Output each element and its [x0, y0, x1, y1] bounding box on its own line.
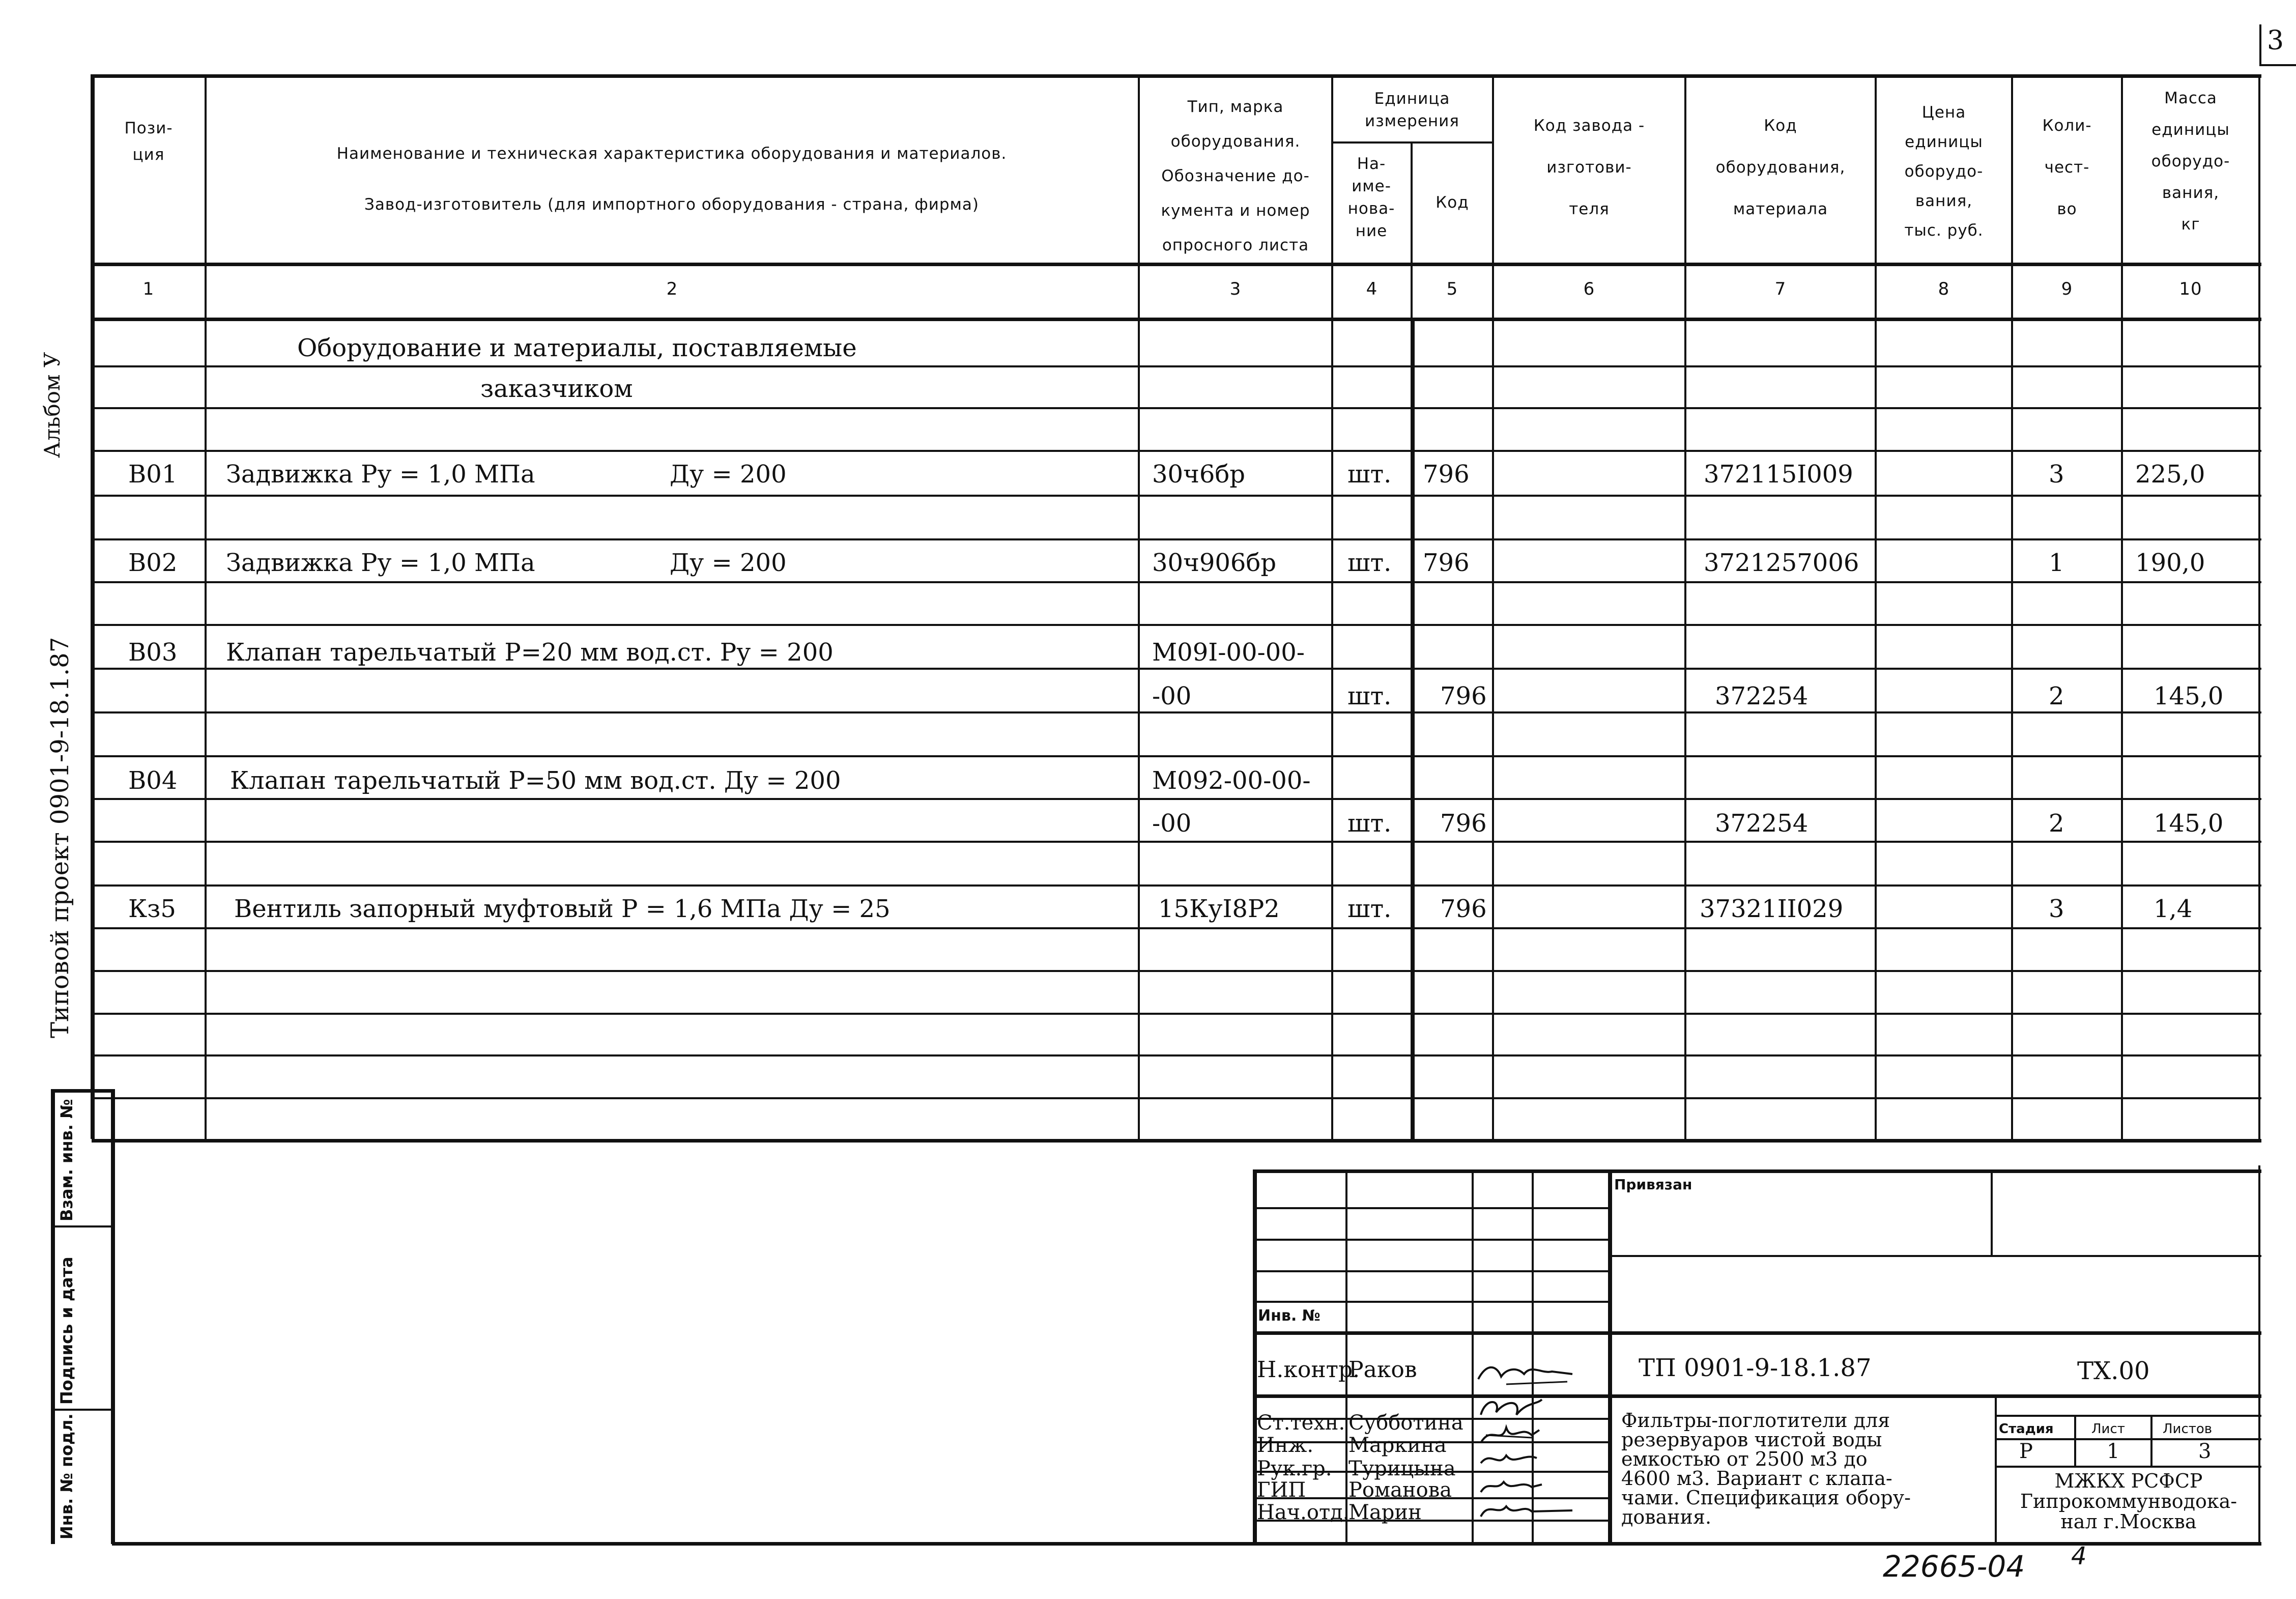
signature-marin: [1476, 1496, 1577, 1527]
colnum-bottom-line: [92, 318, 2261, 321]
stamp-title-l1: Фильтры-поглотители для: [1621, 1409, 1890, 1432]
header-unit-name-l1: На-: [1357, 155, 1386, 173]
row-line: [92, 798, 2261, 800]
header-pos-l1: Пози-: [124, 119, 173, 137]
stamp-col-listov: [2150, 1415, 2152, 1466]
stamp-stadia-value: Р: [2019, 1440, 2033, 1463]
row-b01-dn: Ду = 200: [670, 460, 787, 489]
stamp-stadia-top: [1995, 1415, 2261, 1417]
stamp-role-gip: ГИП: [1257, 1478, 1306, 1502]
stamp-name-rakov: Раков: [1348, 1357, 1417, 1383]
stamp-stadia-label: Стадия: [1999, 1421, 2054, 1437]
header-type-l4: кумента и номер: [1161, 202, 1310, 220]
stamp-role-nkontr: Н.контр.: [1257, 1357, 1360, 1383]
row-b04-qty: 2: [2049, 809, 2064, 838]
row-b01-name: Задвижка Ру = 1,0 МПа: [226, 460, 535, 489]
stamp-title-l4: 4600 м3. Вариант с клапа-: [1621, 1467, 1892, 1490]
side-col-div2: [51, 1409, 113, 1411]
row-b01-type: 30ч6бр: [1152, 460, 1245, 489]
header-unit: Единица измерения: [1365, 90, 1459, 130]
row-kz5-pos: Кз5: [128, 895, 176, 923]
row-line: [92, 884, 2261, 887]
header-factory-code-l3: теля: [1569, 200, 1610, 218]
header-mass-l1: Масса: [2164, 89, 2217, 107]
row-line: [92, 1054, 2261, 1057]
archive-number-tail: 4: [2071, 1542, 2087, 1571]
row-b02-type: 30ч906бр: [1152, 549, 1277, 577]
side-label-inv-podl: Инв. № подл.: [57, 1413, 76, 1539]
row-kz5-eq-code: 37321II029: [1700, 895, 1844, 923]
row-line: [92, 538, 2261, 540]
page-number-line: [2259, 64, 2296, 66]
row-line: [92, 1013, 2261, 1015]
row-line: [92, 495, 2261, 497]
side-col-left: [51, 1089, 55, 1544]
header-eq-code-l2: оборудования,: [1715, 158, 1846, 177]
row-b03-eq-code: 372254: [1715, 682, 1809, 710]
row-b02-mass: 190,0: [2135, 549, 2205, 577]
header-mass: [2123, 82, 2258, 240]
header-price-l2: единицы: [1905, 133, 1983, 151]
header-mass-l3: оборудо-: [2151, 152, 2230, 170]
row-b04-unit: шт.: [1347, 809, 1392, 838]
stamp-row: [1608, 1255, 2261, 1257]
stamp-name-subbotina: Субботина: [1348, 1411, 1463, 1435]
header-unit-name: [1333, 153, 1410, 242]
signature-rakov: [1476, 1354, 1577, 1394]
row-b04-type2: -00: [1152, 809, 1192, 838]
header-mass-l5: кг: [2181, 215, 2200, 234]
side-label-vzam: Взам. инв. №: [57, 1099, 76, 1221]
stamp-left: [1253, 1169, 1257, 1544]
row-b01-pos: B01: [128, 460, 178, 489]
stamp-row: [1254, 1270, 1608, 1272]
stamp-privyazan-label: Привязан: [1614, 1176, 1692, 1193]
stamp-row-inv: [1254, 1331, 2261, 1335]
row-b02-pos: B02: [128, 549, 178, 577]
colnum-6: 6: [1583, 279, 1595, 299]
stamp-row: [1254, 1207, 1608, 1209]
row-b02-unit: шт.: [1347, 549, 1392, 577]
side-label-album: Альбом У: [40, 352, 65, 458]
stamp-name-marin: Марин: [1348, 1501, 1422, 1524]
stamp-org-l3: нал г.Москва: [2060, 1510, 2197, 1533]
signature-turicyna: [1476, 1445, 1547, 1476]
stamp-stadia-bot: [1995, 1466, 2261, 1468]
header-qty-l1: Коли-: [2042, 117, 2092, 135]
section-title-line2: заказчиком: [480, 375, 633, 403]
stamp-name-turicyna: Турицына: [1348, 1457, 1456, 1480]
stamp-title-l2: резервуаров чистой воды: [1621, 1429, 1882, 1451]
colnum-5: 5: [1446, 279, 1458, 299]
header-qty-l2: чест-: [2044, 158, 2090, 177]
colnum-2: 2: [666, 279, 678, 299]
row-b02-qty: 1: [2049, 549, 2064, 577]
row-line: [92, 581, 2261, 583]
row-line: [92, 927, 2261, 929]
row-kz5-qty: 3: [2049, 895, 2064, 923]
stamp-row: [1254, 1239, 1608, 1241]
stamp-org: [1999, 1471, 2258, 1532]
stamp-role-sttekh: Ст.техн.: [1257, 1411, 1345, 1435]
row-b02-code: 796: [1423, 549, 1470, 577]
archive-number: 22665-04: [1883, 1549, 2025, 1584]
frame-bottom: [112, 1542, 2261, 1546]
header-factory-code-l1: Код завода -: [1533, 117, 1645, 135]
row-line: [92, 755, 2261, 757]
header-unit-name-l2: име-: [1352, 177, 1391, 195]
row-b04-eq-code: 372254: [1715, 809, 1809, 838]
frame-top: [92, 74, 2261, 78]
frame-right-lower: [2258, 1165, 2260, 1544]
row-b04-pos: B04: [128, 766, 178, 795]
row-b01-qty: 3: [2049, 460, 2064, 489]
header-eq-code-l3: материала: [1733, 200, 1828, 218]
stamp-org-l2: Гипрокоммунводока-: [2020, 1490, 2237, 1512]
row-line: [92, 624, 2261, 626]
header-type-l1: Тип, марка: [1187, 98, 1284, 116]
page-number-tick: [2259, 24, 2261, 65]
stamp-role-inzh: Инж.: [1257, 1434, 1314, 1457]
side-col-div1: [51, 1225, 113, 1227]
stamp-name-romanova: Романова: [1348, 1478, 1452, 1502]
row-line: [92, 1097, 2261, 1099]
stamp-role-nachotd: Нач.отд.: [1257, 1501, 1350, 1524]
header-type-l3: Обозначение до-: [1161, 167, 1310, 185]
table-bottom-line: [92, 1139, 2261, 1143]
row-line: [92, 970, 2261, 972]
stamp-top: [1254, 1169, 2261, 1173]
row-line: [92, 711, 2261, 713]
colnum-1: 1: [142, 279, 155, 299]
header-price-l4: вания,: [1915, 192, 1973, 210]
frame-right: [2258, 74, 2260, 1139]
header-factory-code: [1494, 105, 1684, 230]
row-kz5-mass: 1,4: [2154, 895, 2193, 923]
col-line-8: [2011, 74, 2013, 1139]
row-b01-unit: шт.: [1347, 460, 1392, 489]
stamp-col-d: [1608, 1169, 1612, 1544]
row-kz5-name: Вентиль запорный муфтовый Р = 1,6 МПа Ду = 25: [234, 895, 891, 923]
row-b03-name: Клапан тарельчатый Р=20 мм вод.ст. Ру = 200: [226, 638, 834, 667]
stamp-col-list: [2074, 1415, 2076, 1466]
row-b03-unit: шт.: [1347, 682, 1392, 710]
side-label-project: Типовой проект 0901-9-18.1.87: [46, 637, 74, 1038]
row-line: [92, 841, 2261, 843]
header-eq-code: [1686, 105, 1875, 230]
header-unit-name-l3: нова-: [1347, 199, 1395, 218]
header-pos-l2: ция: [132, 146, 165, 164]
row-b02-eq-code: 3721257006: [1704, 549, 1859, 577]
header-type: [1140, 90, 1331, 263]
colnum-9: 9: [2061, 279, 2073, 299]
section-title-line1: Оборудование и материалы, поставляемые: [297, 334, 857, 362]
header-factory-code-l2: изготови-: [1546, 158, 1632, 177]
row-line: [92, 365, 2261, 367]
header-name: [214, 128, 1130, 230]
stamp-col-b: [1472, 1169, 1474, 1544]
stamp-role-rukgr: Рук.гр.: [1257, 1457, 1332, 1480]
colnum-8: 8: [1938, 279, 1950, 299]
stamp-list-value: 1: [2107, 1440, 2120, 1463]
frame-left: [91, 74, 95, 1139]
col-line-1: [205, 74, 207, 1139]
stamp-title-l5: чами. Спецификация обору-: [1621, 1487, 1911, 1509]
header-type-l5: опросного листа: [1162, 236, 1309, 254]
header-qty: [2013, 105, 2121, 230]
row-b04-name: Клапан тарельчатый Р=50 мм вод.ст. Ду = 200: [230, 766, 841, 795]
header-mass-l2: единицы: [2151, 121, 2230, 139]
stamp-list-label: Лист: [2091, 1421, 2125, 1437]
row-line: [92, 407, 2261, 409]
side-label-podpis: Подпись и дата: [57, 1257, 76, 1405]
header-mass-l4: вания,: [2162, 184, 2220, 202]
header-name-l2: Завод-изготовитель (для импортного оборудования - страна, фирма): [364, 195, 980, 214]
row-b01-eq-code: 372115I009: [1704, 460, 1853, 489]
colnum-10: 10: [2179, 279, 2202, 299]
stamp-sheet-code: ТХ.00: [2077, 1357, 2150, 1385]
row-kz5-code: 796: [1440, 895, 1487, 923]
page-number: 3: [2267, 25, 2284, 56]
row-b03-type2: -00: [1152, 682, 1192, 710]
header-bottom-line: [92, 263, 2261, 266]
stamp-title-l6: дования.: [1621, 1506, 1712, 1528]
colnum-7: 7: [1774, 279, 1787, 299]
row-b01-mass: 225,0: [2135, 460, 2205, 489]
header-pos: [95, 115, 203, 168]
header-price: [1877, 98, 2011, 245]
side-col-top: [51, 1089, 113, 1093]
row-b03-mass: 145,0: [2154, 682, 2224, 710]
stamp-listov-label: Листов: [2163, 1421, 2213, 1437]
stamp-col-stadia: [1995, 1394, 1997, 1544]
stamp-row-nkontr: [1254, 1394, 2261, 1398]
row-b02-name: Задвижка Ру = 1,0 МПа: [226, 549, 535, 577]
header-price-l3: оборудо-: [1904, 162, 1984, 181]
header-price-l5: тыс. руб.: [1904, 221, 1984, 240]
col-line-6: [1684, 74, 1686, 1139]
stamp-title-l3: емкостью от 2500 м3 до: [1621, 1448, 1868, 1470]
row-kz5-type: 15КуI8P2: [1158, 895, 1280, 923]
row-b04-code: 796: [1440, 809, 1487, 838]
stamp-col-privyaz: [1991, 1169, 1993, 1256]
header-qty-l3: во: [2057, 200, 2077, 218]
header-eq-code-l1: Код: [1764, 117, 1797, 135]
row-b03-qty: 2: [2049, 682, 2064, 710]
stamp-name-markina: Маркина: [1348, 1434, 1447, 1457]
stamp-org-l1: МЖКХ РСФСР: [2054, 1470, 2203, 1492]
header-unit-name-l4: ние: [1355, 222, 1388, 240]
colnum-3: 3: [1229, 279, 1242, 299]
header-unit-code: Код: [1436, 193, 1469, 212]
header-price-l1: Цена: [1921, 103, 1966, 122]
row-b02-dn: Ду = 200: [670, 549, 787, 577]
row-kz5-unit: шт.: [1347, 895, 1392, 923]
unit-header-split: [1331, 141, 1492, 144]
header-type-l2: оборудования.: [1170, 132, 1301, 151]
row-line: [92, 450, 2261, 452]
row-b04-type: M092-00-00-: [1152, 766, 1311, 795]
stamp-listov-value: 3: [2198, 1440, 2212, 1463]
row-b03-pos: B03: [128, 638, 178, 667]
row-line: [92, 668, 2261, 670]
stamp-inv-no-label: Инв. №: [1258, 1307, 1321, 1325]
col-line-5: [1492, 74, 1494, 1139]
row-b04-mass: 145,0: [2154, 809, 2224, 838]
stamp-doc-code: ТП 0901-9-18.1.87: [1639, 1354, 1872, 1382]
stamp-row: [1254, 1301, 1608, 1303]
side-col-right: [111, 1089, 115, 1544]
header-name-l1: Наименование и техническая характеристика оборудования и материалов.: [336, 145, 1007, 163]
row-b03-code: 796: [1440, 682, 1487, 710]
col-line-4b: [1411, 319, 1415, 1139]
stamp-title: [1621, 1411, 1911, 1527]
row-b03-type: M09I-00-00-: [1152, 638, 1305, 667]
colnum-4: 4: [1366, 279, 1378, 299]
row-b01-code: 796: [1423, 460, 1470, 489]
